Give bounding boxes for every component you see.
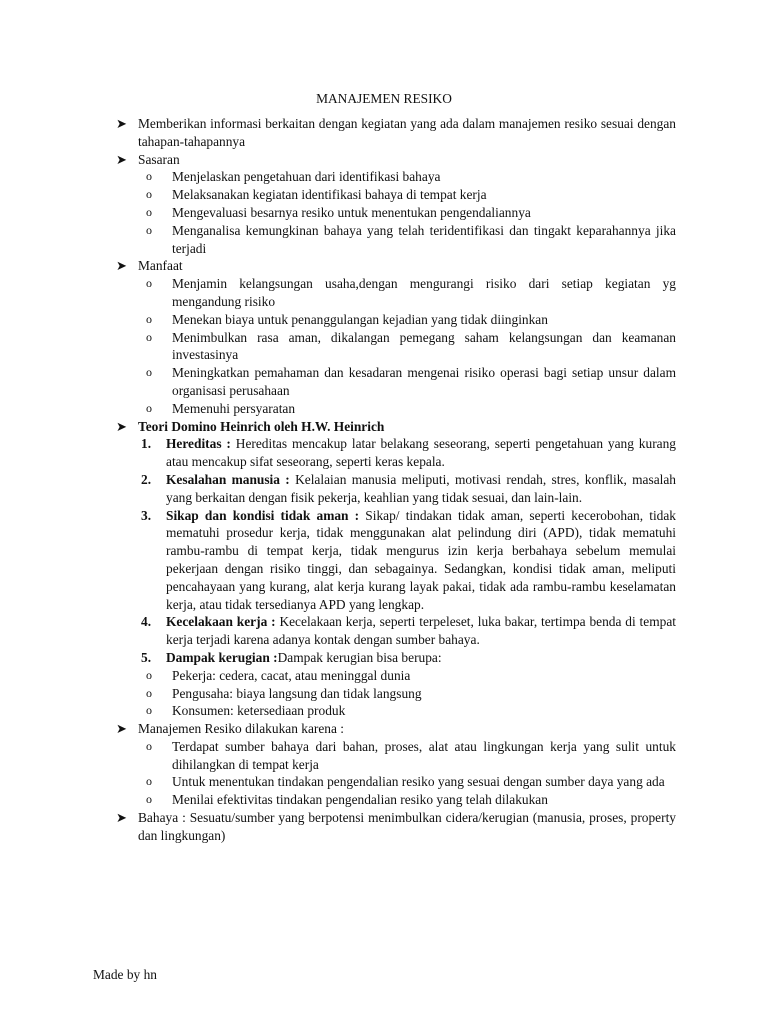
list-item (146, 738, 676, 774)
list-item-text: Menimbulkan rasa aman, dikalangan pemegang saham kelangsungan dan keamanan investasinya (172, 329, 676, 363)
document-body (116, 115, 676, 845)
item-number: 1. (141, 436, 152, 452)
list-item (146, 773, 676, 791)
list-item (146, 702, 496, 720)
list-item-text: Menekan biaya untuk penanggulangan kejadian yang tidak diinginkan (172, 311, 548, 327)
item-number: 3. (141, 507, 152, 523)
list-item-text: Memenuhi persyaratan (172, 400, 296, 416)
list-item-text: Untuk menentukan tindakan pengendalian resiko yang sesuai dengan sumber daya yang ada (172, 774, 665, 790)
list-item-text: Pekerja: cedera, cacat, atau meninggal dunia (172, 667, 411, 683)
circle-bullet-icon: o (146, 276, 152, 291)
list-item (146, 311, 676, 329)
list-item (146, 791, 676, 809)
list-item (146, 275, 676, 311)
circle-bullet-icon: o (146, 329, 152, 344)
numbered-item (136, 613, 676, 649)
circle-bullet-icon: o (146, 685, 152, 700)
circle-bullet-icon: o (146, 703, 152, 718)
item-term: Sikap dan kondisi tidak aman : (166, 507, 360, 523)
domino-numbered-list (136, 435, 676, 720)
numbered-item (136, 507, 676, 614)
list-item-text: Menilai efektivitas tindakan pengendalian resiko yang telah dilakukan (172, 792, 548, 808)
list-item-text: Menjamin kelangsungan usaha,dengan mengurangi risiko dari setiap kegiatan yg mengandung risiko (172, 276, 676, 309)
item-description: Kecelakaan kerja, seperti terpeleset, luka bakar, tertimpa benda di tempat kerja terjadi karena adanya kontak dengan sumber bahaya. (166, 614, 676, 648)
list-item (146, 329, 676, 365)
dampak-kerugian-list (146, 667, 496, 720)
list-item (146, 667, 496, 685)
circle-bullet-icon: o (146, 187, 152, 202)
arrow-list-item (116, 151, 676, 169)
item-term: Dampak kerugian : (166, 649, 278, 665)
arrow-list-item (116, 809, 676, 845)
arrow-item-text: Memberikan informasi berkaitan dengan kegiatan yang ada dalam manajemen resiko sesuai dengan tahapan-tahapannya (138, 116, 676, 149)
item-number: 4. (141, 614, 152, 630)
numbered-item (136, 649, 676, 667)
item-number: 5. (141, 649, 152, 665)
section-heading: Teori Domino Heinrich oleh H.W. Heinrich (138, 418, 385, 434)
arrow-bullet-icon: ➤ (116, 151, 127, 167)
item-description: Kelalaian manusia meliputi, motivasi rendah, stres, konflik, masalah yang berkaitan dengan fisik pekerja, keahlian yang tidak sesuai, dan lain-lain. (166, 471, 676, 505)
numbered-item (136, 435, 676, 471)
circle-bullet-icon: o (146, 792, 152, 807)
item-description: Dampak kerugian bisa berupa: (277, 649, 442, 665)
arrow-item-text: Manajemen Resiko dilakukan karena : (138, 721, 344, 737)
item-term: Kesalahan manusia : (166, 471, 290, 487)
manfaat-list (146, 275, 676, 417)
list-item-text: Menganalisa kemungkinan bahaya yang telah teridentifikasi dan tingakt keparahannya jika terjadi (172, 222, 676, 256)
item-term: Kecelakaan kerja : (166, 614, 276, 630)
list-item (146, 186, 676, 204)
list-item (146, 168, 676, 186)
arrow-bullet-icon: ➤ (116, 258, 127, 274)
list-item-text: Menjelaskan pengetahuan dari identifikasi bahaya (172, 169, 441, 185)
circle-bullet-icon: o (146, 204, 152, 219)
list-item (146, 204, 676, 222)
arrow-item-text: Sasaran (138, 151, 180, 167)
arrow-item-text: Manfaat (138, 258, 183, 274)
list-item-text: Konsumen: ketersediaan produk (172, 703, 346, 719)
circle-bullet-icon: o (146, 222, 152, 237)
page-footer: Made by hn (93, 967, 157, 982)
arrow-item-text: Bahaya : Sesuatu/sumber yang berpotensi menimbulkan cidera/kerugian (manusia, proses, property dan lingkungan) (138, 810, 676, 843)
item-term: Hereditas : (166, 436, 231, 452)
list-item (146, 685, 496, 703)
list-item (146, 222, 676, 258)
arrow-bullet-icon: ➤ (116, 810, 127, 826)
arrow-list-item (116, 720, 676, 738)
sasaran-list (146, 168, 676, 257)
circle-bullet-icon: o (146, 774, 152, 789)
item-description: Hereditas mencakup latar belakang seseorang, seperti pengetahuan yang kurang atau mencakup sifat seseorang, seperti keras kepala. (166, 436, 676, 470)
item-number: 2. (141, 471, 152, 487)
arrow-bullet-icon: ➤ (116, 418, 127, 434)
circle-bullet-icon: o (146, 400, 152, 415)
arrow-list-item (116, 257, 676, 275)
list-item-text: Terdapat sumber bahaya dari bahan, proses, alat atau lingkungan kerja yang sulit untuk dihilangkan di tempat kerja (172, 738, 676, 772)
list-item (146, 400, 676, 418)
arrow-list-item (116, 115, 676, 151)
arrow-bullet-icon: ➤ (116, 721, 127, 737)
arrow-bullet-icon: ➤ (116, 116, 127, 131)
arrow-list-item (116, 418, 676, 436)
circle-bullet-icon: o (146, 365, 152, 380)
list-item-text: Pengusaha: biaya langsung dan tidak langsung (172, 685, 422, 701)
list-item-text: Meningkatkan pemahaman dan kesadaran mengenai risiko operasi bagi setiap unsur dalam organisasi perusahaan (172, 365, 676, 398)
numbered-item (136, 471, 676, 507)
circle-bullet-icon: o (146, 667, 152, 682)
alasan-list (146, 738, 676, 809)
list-item (146, 364, 676, 400)
list-item-text: Mengevaluasi besarnya resiko untuk menentukan pengendaliannya (172, 204, 531, 220)
document-title: MANAJEMEN RESIKO (316, 91, 452, 106)
item-description: Sikap/ tindakan tidak aman, seperti kecerobohan, tidak mematuhi prosedur kerja, tidak menggunakan alat pelindung diri (APD), tidak mematuhi rambu-rambu di tempat kerja, tidak mengurus izin kerja berbahaya sebelum memulai pekerjaan dengan risiko tinggi, dan sebagainya. Sedangkan, kondisi tidak aman, meliputi pencahayaan yang kurang, alat kerja kurang layak pakai, tidak ada rambu-rambu keselamatan kerja, atau tidak tersedianya APD yang lengkap. (166, 507, 676, 612)
circle-bullet-icon: o (146, 738, 152, 753)
list-item-text: Melaksanakan kegiatan identifikasi bahaya di tempat kerja (172, 187, 487, 203)
circle-bullet-icon: o (146, 311, 152, 326)
circle-bullet-icon: o (146, 169, 152, 184)
